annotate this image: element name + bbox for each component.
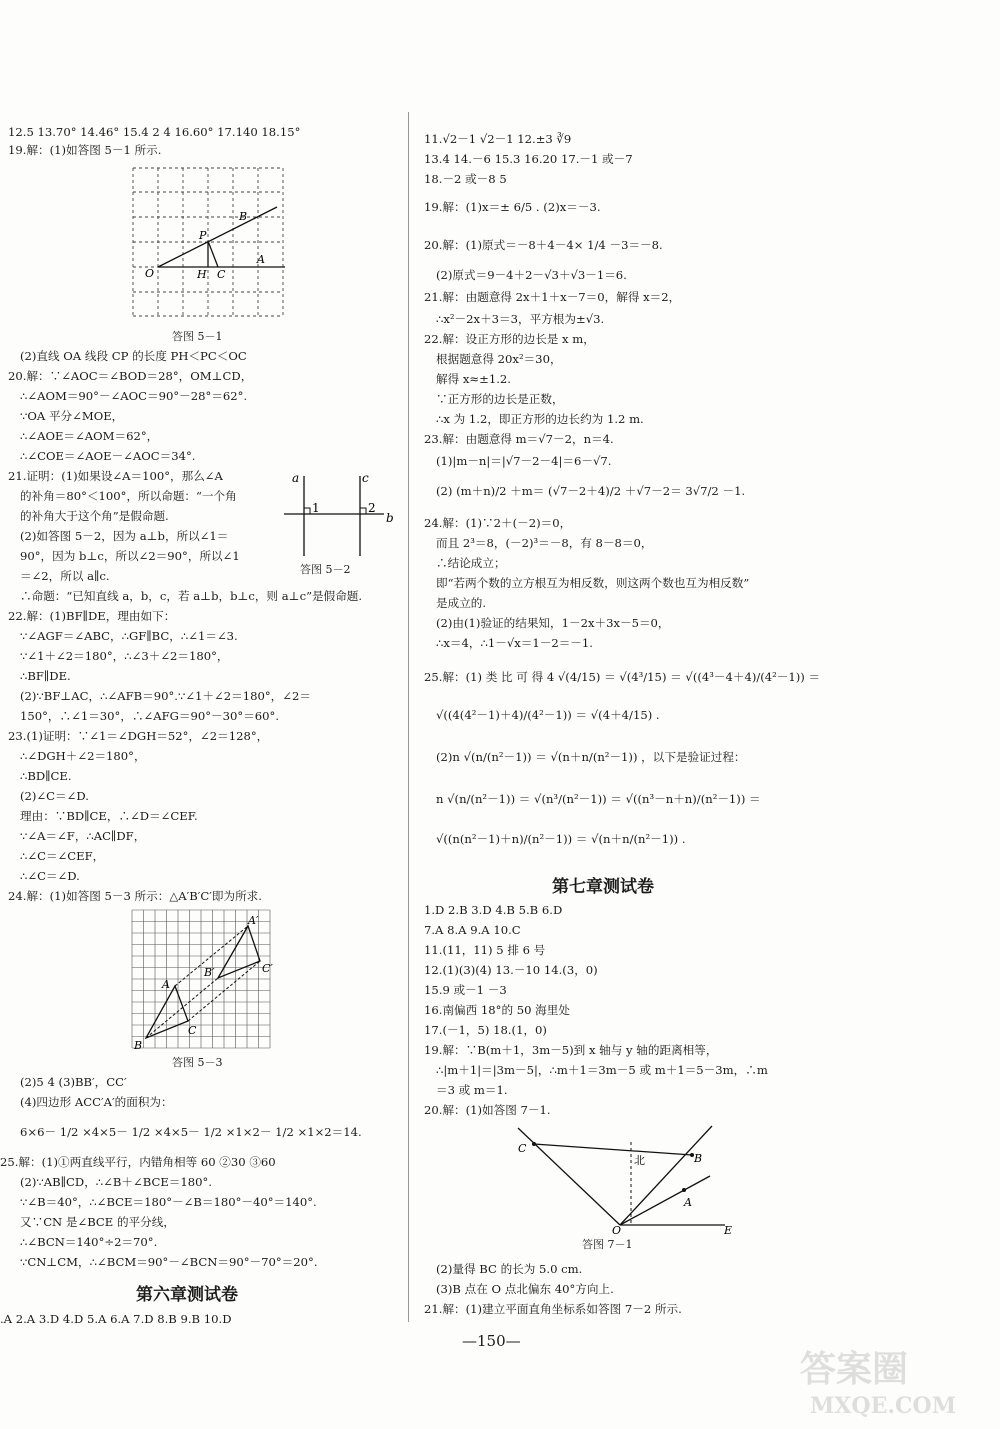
label-c: C [188, 1024, 197, 1037]
answer-line: 25.解：(1)①两直线平行，内错角相等 60 ②30 ③60 [0, 1155, 276, 1169]
answer-line: (3)B 点在 O 点北偏东 40°方向上. [436, 1282, 614, 1296]
answer-line: 25.解：(1) 类 比 可 得 4 √(4/15) ＝ √(4³/15) ＝ √((4³－4＋4)/(4²－1)) ＝ [424, 670, 821, 684]
answer-line: ∴BD∥CE. [20, 769, 72, 783]
answer-line: 又∵CN 是∠BCE 的平分线， [20, 1215, 175, 1229]
answer-line: ∴BF∥DE. [20, 669, 71, 683]
ray-ob [620, 1126, 712, 1225]
label-e: E [724, 1224, 733, 1237]
answer-line: .A 2.A 3.D 4.D 5.A 6.A 7.D 8.B 9.B 10.D [0, 1312, 232, 1326]
label-2: 2 [368, 501, 376, 515]
answer-line: (2)由(1)验证的结果知，1－2x＋3x－5＝0， [436, 616, 670, 630]
answer-line: ＝∠2，所以 a∥c. [20, 569, 110, 583]
label-h: H [197, 268, 207, 281]
label-b: B [239, 210, 248, 223]
answer-line: (4)四边形 ACC′A′的面积为： [20, 1095, 173, 1109]
label-c: C [518, 1142, 527, 1155]
answer-line: (2)∠C＝∠D. [20, 789, 89, 803]
figure-5-3 [130, 908, 280, 1050]
label-o: O [612, 1224, 622, 1237]
answer-line: (2)直线 OA 线段 CP 的长度 PH＜PC＜OC [20, 349, 247, 363]
watermark-logo [780, 1341, 980, 1421]
answer-line: 19.解：(1)如答图 5－1 所示. [8, 143, 162, 157]
answer-line: 19.解：∵B(m＋1，3m－5)到 x 轴与 y 轴的距离相等， [424, 1043, 718, 1057]
answer-line: 11.√2－1 √2－1 12.±3 ∛9 [424, 132, 572, 146]
answer-line: ∴∠COE＝∠AOE－∠AOC＝34°. [20, 449, 196, 463]
answer-line: 20.解：(1)如答图 7－1. [424, 1103, 551, 1117]
answer-line: 90°，因为 b⊥c，所以∠2＝90°，所以∠1 [20, 549, 240, 563]
triangle-abc [146, 986, 188, 1038]
answer-line: (1)|m－n|＝|√7－2－4|＝6－√7. [436, 454, 612, 468]
answer-line: n √(n/(n²－1)) ＝ √(n³/(n²－1)) ＝ √((n³－n＋n)/(n²－1)) ＝ [436, 792, 761, 806]
chapter-7-title: 第七章测试卷 [552, 877, 654, 897]
label-1: 1 [312, 501, 320, 515]
answer-line: 12.5 13.70° 14.46° 15.4 2 4 16.60° 17.140 18.15° [8, 125, 301, 139]
label-b: B [134, 1039, 143, 1050]
answer-line: ∵CN⊥CM，∴∠BCM＝90°－∠BCN＝90°－70°＝20°. [20, 1255, 318, 1269]
answer-line: 解得 x≈±1.2. [436, 372, 511, 386]
watermark-line1: 答案圈 [800, 1348, 909, 1390]
answer-line: ∴∠DGH＋∠2＝180°， [20, 749, 146, 763]
answer-line: ∴∠C＝∠CEF， [20, 849, 105, 863]
answer-line: 即“若两个数的立方根互为相反数，则这两个数也互为相反数” [436, 576, 750, 590]
answer-line: 20.解：(1)原式＝－8＋4－4× 1/4 －3＝－8. [424, 238, 663, 252]
answer-line: ∴∠C＝∠D. [20, 869, 80, 883]
answer-line: (2)如答图 5－2，因为 a⊥b，所以∠1＝ [20, 529, 229, 543]
answer-line: 24.解：(1)∵2＋(－2)＝0， [424, 516, 572, 530]
answer-line: √((n(n²－1)＋n)/(n²－1)) ＝ √(n＋n/(n²－1)) . [436, 832, 686, 846]
answer-line: ∴结论成立； [436, 556, 506, 570]
answer-line: 150°，∴∠1＝30°，∴∠AFG＝90°－30°＝60°. [20, 709, 280, 723]
label-o: O [145, 267, 155, 280]
answer-line: 18.－2 或－8 5 [424, 172, 507, 186]
answer-line: 19.解：(1)x＝± 6/5 . (2)x＝－3. [424, 200, 601, 214]
figure-caption: 答图 7－1 [582, 1238, 633, 1251]
figure-caption: 答图 5－3 [172, 1056, 223, 1069]
page-number: —150— [462, 1332, 521, 1350]
answer-line: 7.A 8.A 9.A 10.C [424, 923, 521, 937]
answer-line: ∵OA 平分∠MOE， [20, 409, 124, 423]
answer-line: (2)5 4 (3)BB′，CC′ [20, 1075, 127, 1089]
answer-line: 24.解：(1)如答图 5－3 所示：△A′B′C′即为所求. [8, 889, 262, 903]
answer-line: (2)∵BF⊥AC，∴∠AFB＝90°.∵∠1＋∠2＝180°，∠2＝ [20, 689, 311, 703]
answer-line: 是成立的. [436, 596, 487, 610]
answer-line: ∴|m＋1|＝|3m－5|，∴m＋1＝3m－5 或 m＋1＝5－3m，∴m [436, 1063, 768, 1077]
answer-line: ∵∠A＝∠F，∴AC∥DF， [20, 829, 146, 843]
answer-line: (2) (m＋n)/2 ＋m＝ (√7－2＋4)/2 ＋√7－2＝ 3√7/2 －1. [436, 484, 746, 498]
answer-line: (2)量得 BC 的长为 5.0 cm. [436, 1262, 583, 1276]
label-c: C [217, 268, 226, 281]
answer-line: ∵∠B＝40°，∴∠BCE＝180°－∠B＝180°－40°＝140°. [20, 1195, 317, 1209]
answer-line: 23.解：由题意得 m＝√7－2，n＝4. [424, 432, 614, 446]
answer-line: ∵∠1＋∠2＝180°，∴∠3＋∠2＝180°， [20, 649, 229, 663]
label-a1: A′ [248, 914, 259, 927]
figure-5-1 [125, 162, 295, 324]
chapter-6-title: 第六章测试卷 [136, 1285, 238, 1305]
label-c1: C′ [262, 962, 273, 975]
ray-oa [620, 1176, 710, 1225]
answer-line: ∴x＝4，∴1－√x＝1－2＝－1. [436, 636, 593, 650]
answer-line: 23.(1)证明：∵∠1＝∠DGH＝52°，∠2＝128°， [8, 729, 269, 743]
answer-line: 根据题意得 20x²＝30， [436, 352, 562, 366]
figure-5-2 [282, 466, 400, 558]
label-a: A [257, 253, 265, 266]
answer-line: √((4(4²－1)＋4)/(4²－1)) ＝ √(4＋4/15) . [436, 708, 660, 722]
answer-line: ∴x 为 1.2，即正方形的边长约为 1.2 m. [436, 412, 644, 426]
answer-line: ∵∠AGF＝∠ABC，∴GF∥BC，∴∠1＝∠3. [20, 629, 238, 643]
answer-line: 11.(11，11) 5 排 6 号 [424, 943, 546, 957]
answer-line: 1.D 2.B 3.D 4.B 5.B 6.D [424, 903, 563, 917]
segment-pc [208, 241, 218, 267]
answer-line: ∵正方形的边长是正数， [436, 392, 564, 406]
label-a: A [162, 978, 170, 991]
label-p: P [199, 229, 207, 242]
label-b: b [386, 511, 394, 525]
label-c: c [362, 471, 369, 485]
answer-line: 16.南偏西 18°的 50 海里处 [424, 1003, 570, 1017]
label-a: A [684, 1196, 692, 1209]
answer-line: 21.证明：(1)如果设∠A＝100°，那么∠A [8, 469, 223, 483]
answer-line: 的补角＝80°＜100°，所以命题：“一个角 [20, 489, 237, 503]
answer-line: 20.解：∵∠AOC＝∠BOD＝28°，OM⊥CD， [8, 369, 253, 383]
answer-line: 15.9 或－1 －3 [424, 983, 507, 997]
watermark-line2: MXQE.COM [810, 1393, 957, 1419]
answer-line: 13.4 14.－6 15.3 16.20 17.－1 或－7 [424, 152, 633, 166]
answer-line: (2)∵AB∥CD，∴∠B＋∠BCE＝180°. [20, 1175, 212, 1189]
answer-line: (2)原式＝9－4＋2－√3＋√3－1＝6. [436, 268, 627, 282]
answer-line: ∴x²－2x＋3＝3，平方根为±√3. [436, 312, 605, 326]
figure-7-1 [510, 1122, 740, 1242]
answer-line: 理由：∵BD∥CE，∴∠D＝∠CEF. [20, 809, 198, 823]
answer-line: 6×6－ 1/2 ×4×5－ 1/2 ×4×5－ 1/2 ×1×2－ 1/2 ×1×2＝14. [20, 1125, 362, 1139]
answer-line: 22.解：(1)BF∥DE，理由如下： [8, 609, 176, 623]
answer-line: ∴∠AOE＝∠AOM＝62°， [20, 429, 159, 443]
answer-line: ∴∠BCN＝140°÷2＝70°. [20, 1235, 158, 1249]
label-a: a [292, 471, 300, 485]
answer-line: 21.解：(1)建立平面直角坐标系如答图 7－2 所示. [424, 1302, 682, 1316]
answer-line: (2)n √(n/(n²－1)) ＝ √(n＋n/(n²－1)) ，以下是验证过程： [436, 750, 746, 764]
segment-cb [534, 1144, 692, 1155]
answer-line: 21.解：由题意得 2x＋1＋x－7＝0，解得 x＝2， [424, 290, 681, 304]
label-north: 北 [634, 1154, 645, 1167]
column-divider [408, 112, 409, 1322]
figure-caption: 答图 5－1 [172, 330, 223, 343]
label-b: B [694, 1152, 703, 1165]
answer-line: 22.解：设正方形的边长是 x m， [424, 332, 595, 346]
answer-line: 12.(1)(3)(4) 13.－10 14.(3，0) [424, 963, 598, 977]
answer-line: ＝3 或 m＝1. [436, 1083, 508, 1097]
label-b1: B′ [204, 966, 215, 979]
answer-line: 17.(－1，5) 18.(1，0) [424, 1023, 547, 1037]
figure-caption: 答图 5－2 [300, 563, 351, 576]
answer-line: 的补角大于这个角”是假命题. [20, 509, 169, 523]
answer-line: ∴∠AOM＝90°－∠AOC＝90°－28°＝62°. [20, 389, 248, 403]
answer-line: 而且 2³＝8，(－2)³＝－8，有 8－8＝0， [436, 536, 653, 550]
answer-line: ∴命题：“已知直线 a，b，c，若 a⊥b，b⊥c，则 a⊥c”是假命题. [20, 589, 363, 603]
